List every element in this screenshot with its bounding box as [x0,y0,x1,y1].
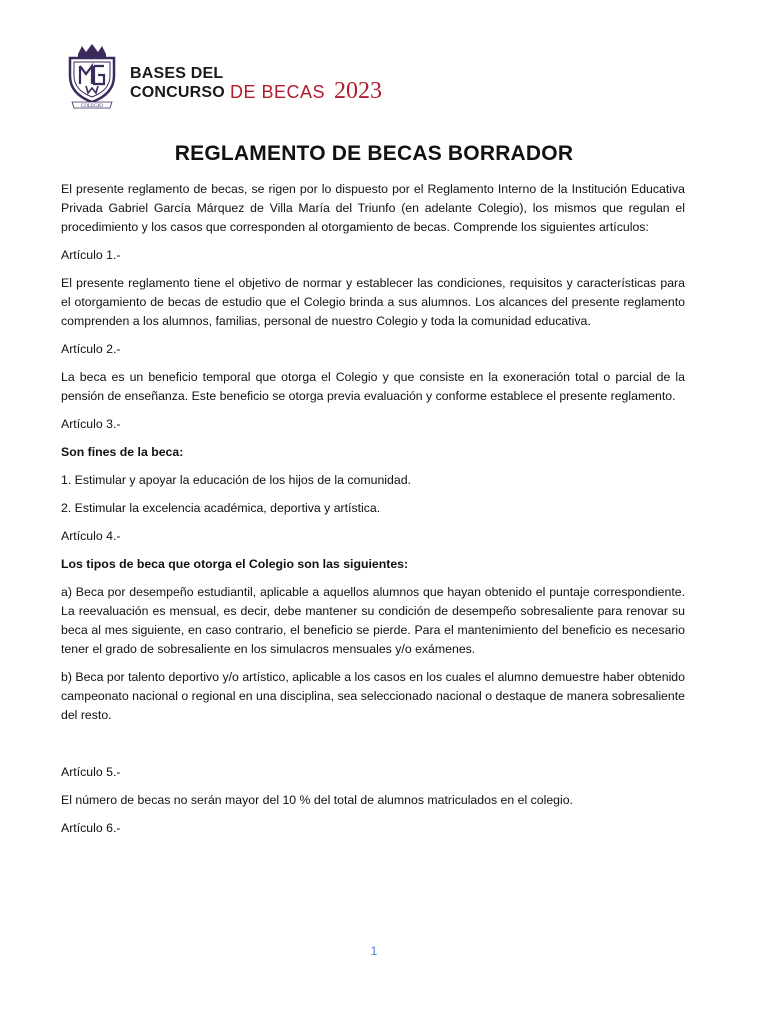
article-1-heading: Artículo 1.- [61,248,121,262]
article-2-heading: Artículo 2.- [61,342,121,356]
article-3-heading: Artículo 3.- [61,417,121,431]
article-4-heading: Artículo 4.- [61,529,121,543]
article-5-text: El número de becas no serán mayor del 10 % del total de alumnos matriculados en el colegio. [61,793,573,807]
contest-title [130,64,225,102]
article-1-text: El presente reglamento tiene el objetivo de normar y establecer las condiciones, requisitos y características para el otorgamiento de becas de estudio que el Colegio brinda a sus alumnos. Los alcances del presente reglamento comprenden a los alumnos, familias, personal de nuestro Colegio y toda la comunidad educativa. [61,276,685,328]
article-5-heading: Artículo 5.- [61,765,121,779]
page-number: 1 [370,944,378,958]
document-title: REGLAMENTO DE BECAS BORRADOR [174,142,574,165]
intro-paragraph: El presente reglamento de becas, se rigen por lo dispuesto por el Reglamento Interno de la Institución Educativa Privada Gabriel García Márquez de Villa María del Triunfo (en adelante Colegio), los mismos que regulan el procedimiento y los casos que corresponden al otorgamiento de becas. Comprende los siguientes artículos: [61,182,685,234]
article-6-heading: Artículo 6.- [61,821,121,835]
article-4-item-a: a) Beca por desempeño estudiantil, aplicable a aquellos alumnos que hayan obtenido el puntaje correspondiente. La reevaluación es mensual, es decir, debe mantener su condición de desempeño sobresaliente para renovar su beca al mes siguiente, en caso contrario, el beneficio se pierde. Para el mantenimiento del beneficio es necesario tener el grado de sobresaliente en los simulacros mensuales y/o exámenes. [61,585,685,656]
article-3-item-1: 1. Estimular y apoyar la educación de los hijos de la comunidad. [61,473,411,487]
contest-year: 2023 [334,78,382,104]
school-crest-logo [64,44,120,110]
contest-title-line1: BASES DEL [130,65,224,82]
crest-banner-text: COLEGIO [81,104,103,109]
article-3-subheading: Son fines de la beca: [61,445,184,459]
document-body [61,180,685,838]
document-header [64,44,404,112]
article-2-text: La beca es un beneficio temporal que otorga el Colegio y que consiste en la exoneración total o parcial de la pensión de enseñanza. Este beneficio se otorga previa evaluación y conforme establece el presente reglamento. [61,370,685,403]
article-3-item-2: 2. Estimular la excelencia académica, deportiva y artística. [61,501,381,515]
contest-becas-label: DE BECAS [230,82,326,102]
article-4-subheading: Los tipos de beca que otorga el Colegio son las siguientes: [61,557,409,571]
article-4-item-b: b) Beca por talento deportivo y/o artístico, aplicable a los casos en los cuales el alumno demuestre haber obtenido campeonato nacional o regional en una disciplina, sea seleccionado nacional o destaque de manera sobresaliente del resto. [61,670,685,722]
contest-title-line2: CONCURSO [130,84,225,101]
